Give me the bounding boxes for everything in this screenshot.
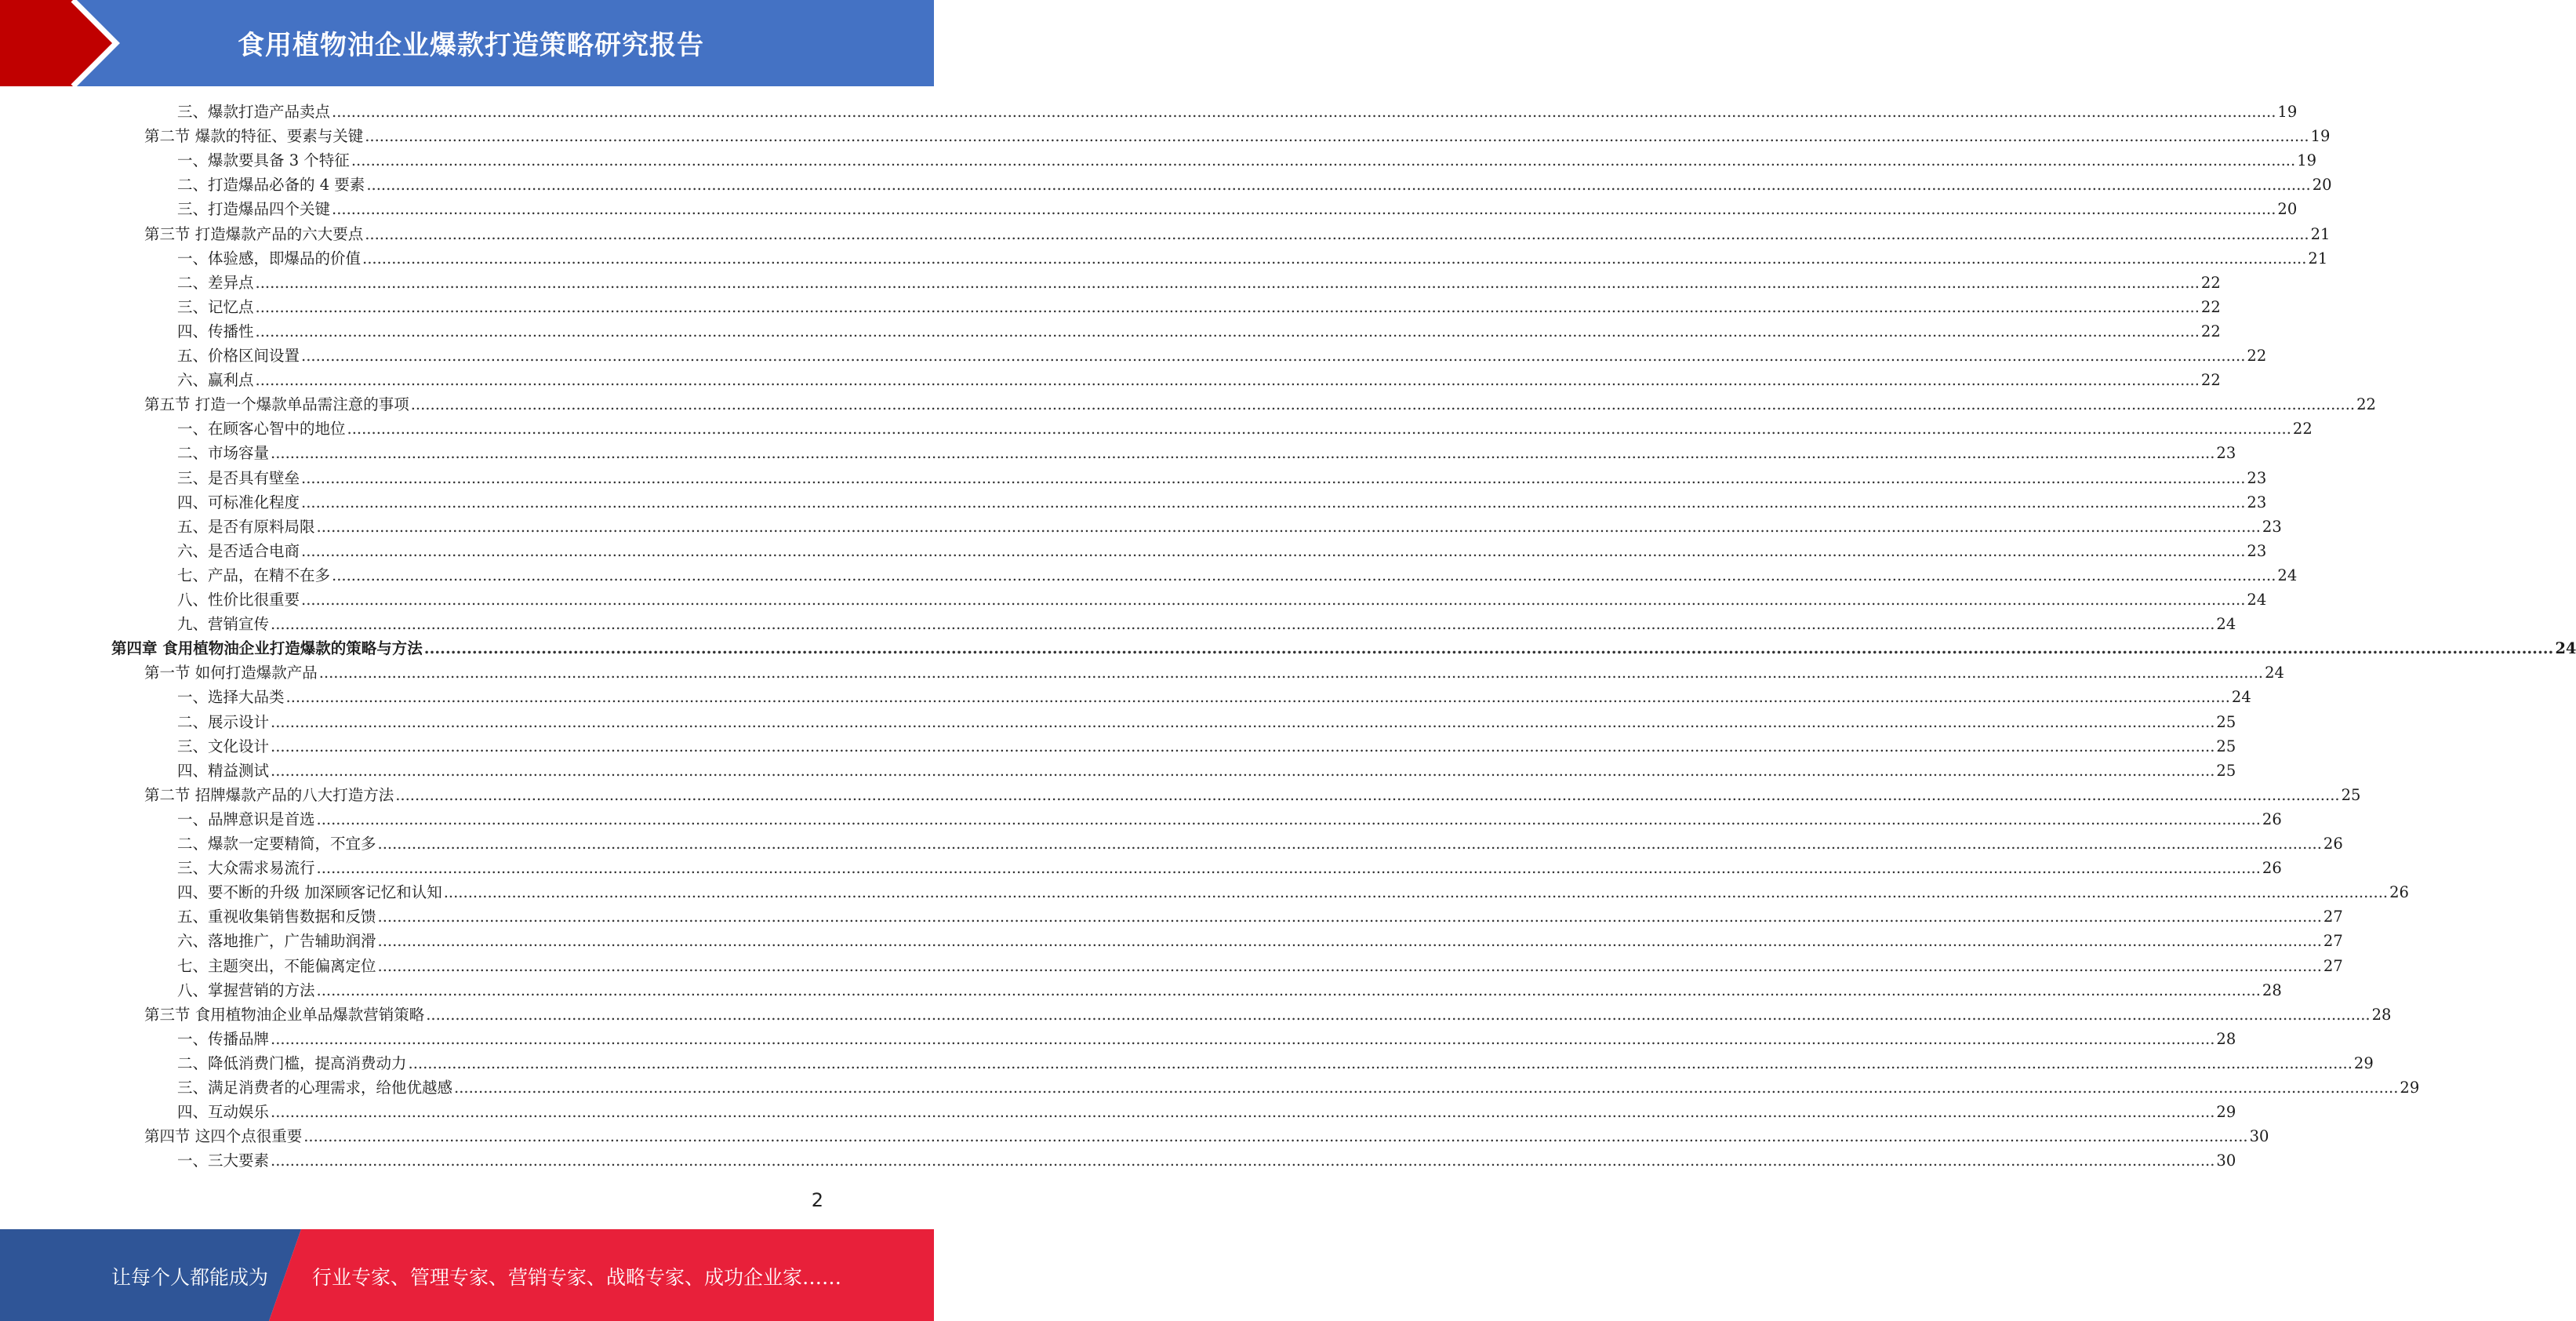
- toc-entry-page: 26: [2323, 835, 2343, 853]
- toc-dot-leader: ................................................................................................................................................................................................................................................................................................................................................................................................................: [454, 1079, 2399, 1097]
- toc-entry-label: 五、价格区间设置: [177, 347, 300, 365]
- toc-entry-label: 九、营销宣传: [177, 615, 270, 634]
- toc-dot-leader: ................................................................................................................................................................................................................................................................................................................................................................................................................: [347, 420, 2291, 439]
- toc-entry-label: 二、展示设计: [177, 712, 270, 731]
- toc-entry-label: 第二节 爆款的特征、要素与关键: [144, 127, 364, 146]
- toc-dot-leader: ................................................................................................................................................................................................................................................................................................................................................................................................................: [255, 297, 2200, 316]
- toc-entry-page: 27: [2323, 908, 2343, 926]
- toc-entry-page: 30: [2249, 1127, 2269, 1146]
- toc-entry-page: 22: [2200, 297, 2221, 316]
- toc-entry-label: 二、降低消费门槛，提高消费动力: [177, 1054, 407, 1072]
- toc-item-entry[interactable]: [177, 978, 2282, 1003]
- toc-entry-page: 24: [2216, 615, 2236, 634]
- toc-entry-label: 二、差异点: [177, 273, 254, 292]
- toc-entry-label: 第三节 食用植物油企业单品爆款营销策略: [144, 1005, 425, 1024]
- toc-dot-leader: ................................................................................................................................................................................................................................................................................................................................................................................................................: [255, 322, 2200, 340]
- toc-dot-leader: ................................................................................................................................................................................................................................................................................................................................................................................................................: [301, 591, 2246, 609]
- toc-entry-label: 第四节 这四个点很重要: [144, 1127, 303, 1146]
- toc-dot-leader: ................................................................................................................................................................................................................................................................................................................................................................................................................: [271, 1103, 2215, 1122]
- toc-entry-label: 八、性价比很重要: [177, 591, 300, 609]
- toc-dot-leader: ................................................................................................................................................................................................................................................................................................................................................................................................................: [271, 737, 2215, 755]
- toc-entry-label: 一、三大要素: [177, 1152, 270, 1170]
- toc-entry-page: 25: [2216, 712, 2236, 731]
- toc-entry-label: 三、满足消费者的心理需求，给他优越感: [177, 1079, 453, 1097]
- toc-dot-leader: ................................................................................................................................................................................................................................................................................................................................................................................................................: [255, 371, 2200, 390]
- toc-item-entry[interactable]: [177, 417, 2313, 441]
- toc-entry-label: 二、爆款一定要精简，不宜多: [177, 835, 376, 853]
- toc-entry-label: 三、大众需求易流行: [177, 859, 315, 878]
- toc-item-entry[interactable]: [177, 807, 2282, 832]
- toc-entry-page: 21: [2310, 224, 2331, 243]
- toc-item-entry[interactable]: [177, 344, 2267, 368]
- toc-entry-page: 23: [2216, 444, 2236, 463]
- toc-item-entry[interactable]: [177, 832, 2343, 856]
- toc-dot-leader: ................................................................................................................................................................................................................................................................................................................................................................................................................: [301, 468, 2246, 487]
- toc-entry-page: 24: [2247, 591, 2267, 609]
- toc-item-entry[interactable]: [177, 1027, 2236, 1051]
- toc-entry-label: 七、产品，在精不在多: [177, 566, 331, 584]
- toc-entry-label: 三、记忆点: [177, 297, 254, 316]
- toc-entry-page: 22: [2356, 395, 2376, 414]
- toc-item-entry[interactable]: [177, 539, 2267, 563]
- toc-entry-label: 一、品牌意识是首选: [177, 810, 315, 828]
- toc-dot-leader: ................................................................................................................................................................................................................................................................................................................................................................................................................: [271, 1152, 2215, 1170]
- toc-entry-page: 20: [2277, 200, 2298, 219]
- toc-entry-page: 23: [2247, 468, 2267, 487]
- toc-entry-label: 一、选择大品类: [177, 688, 285, 707]
- toc-dot-leader: ................................................................................................................................................................................................................................................................................................................................................................................................................: [365, 224, 2309, 243]
- toc-entry-page: 23: [2262, 517, 2282, 536]
- toc-entry-page: 29: [2353, 1054, 2374, 1072]
- toc-entry-page: 22: [2247, 347, 2267, 365]
- toc-dot-leader: ................................................................................................................................................................................................................................................................................................................................................................................................................: [377, 908, 2322, 926]
- toc-entry-label: 二、市场容量: [177, 444, 270, 463]
- toc-entry-label: 一、在顾客心智中的地位: [177, 420, 346, 439]
- toc-entry-page: 19: [2277, 103, 2298, 121]
- toc-entry-label: 四、可标准化程度: [177, 493, 300, 511]
- toc-entry-page: 25: [2341, 785, 2361, 804]
- toc-dot-leader: ................................................................................................................................................................................................................................................................................................................................................................................................................: [377, 932, 2322, 951]
- toc-item-entry[interactable]: [177, 710, 2236, 734]
- toc-entry-page: 24: [2231, 688, 2251, 707]
- toc-entry-page: 27: [2323, 956, 2343, 975]
- toc-entry-page: 28: [2216, 1029, 2236, 1048]
- toc-item-entry[interactable]: [177, 588, 2267, 612]
- toc-dot-leader: ................................................................................................................................................................................................................................................................................................................................................................................................................: [271, 615, 2215, 634]
- toc-dot-leader: ................................................................................................................................................................................................................................................................................................................................................................................................................: [443, 883, 2389, 902]
- toc-item-entry[interactable]: [177, 1051, 2374, 1075]
- toc-entry-page: 22: [2200, 322, 2221, 340]
- toc-entry-label: 第二节 招牌爆款产品的八大打造方法: [144, 785, 394, 804]
- toc-entry-label: 三、是否具有壁垒: [177, 468, 300, 487]
- toc-dot-leader: ................................................................................................................................................................................................................................................................................................................................................................................................................: [316, 859, 2261, 878]
- toc-entry-page: 28: [2371, 1005, 2392, 1024]
- toc-dot-leader: ................................................................................................................................................................................................................................................................................................................................................................................................................: [377, 835, 2322, 853]
- toc-item-entry[interactable]: [177, 1100, 2236, 1124]
- footer-slogan-right: 行业专家、管理专家、营销专家、战略专家、成功企业家……: [312, 1266, 842, 1289]
- toc-entry-label: 五、是否有原料局限: [177, 517, 315, 536]
- toc-item-entry[interactable]: [177, 148, 2317, 173]
- toc-dot-leader: ................................................................................................................................................................................................................................................................................................................................................................................................................: [332, 200, 2276, 219]
- toc-dot-leader: ................................................................................................................................................................................................................................................................................................................................................................................................................: [316, 981, 2261, 999]
- toc-item-entry[interactable]: [177, 295, 2221, 319]
- toc-section-entry[interactable]: [144, 1003, 2392, 1027]
- toc-dot-leader: ................................................................................................................................................................................................................................................................................................................................................................................................................: [271, 712, 2215, 731]
- toc-dot-leader: ................................................................................................................................................................................................................................................................................................................................................................................................................: [332, 103, 2276, 121]
- toc-dot-leader: ................................................................................................................................................................................................................................................................................................................................................................................................................: [301, 541, 2246, 560]
- toc-entry-label: 第五节 打造一个爆款单品需注意的事项: [144, 395, 409, 414]
- toc-entry-page: 24: [2555, 639, 2576, 658]
- toc-dot-leader: ................................................................................................................................................................................................................................................................................................................................................................................................................: [271, 761, 2215, 780]
- toc-item-entry[interactable]: [177, 612, 2236, 636]
- toc-dot-leader: ................................................................................................................................................................................................................................................................................................................................................................................................................: [271, 1029, 2215, 1048]
- toc-dot-leader: ................................................................................................................................................................................................................................................................................................................................................................................................................: [318, 664, 2264, 682]
- toc-entry-page: 29: [2400, 1079, 2420, 1097]
- toc-entry-page: 23: [2247, 541, 2267, 560]
- toc-dot-leader: ................................................................................................................................................................................................................................................................................................................................................................................................................: [351, 151, 2296, 170]
- toc-item-entry[interactable]: [177, 563, 2298, 588]
- toc-entry-page: 26: [2262, 859, 2282, 878]
- toc-entry-label: 四、互动娱乐: [177, 1103, 270, 1122]
- toc-entry-page: 25: [2216, 761, 2236, 780]
- toc-item-entry[interactable]: [177, 441, 2236, 465]
- toc-entry-page: 25: [2216, 737, 2236, 755]
- toc-item-entry[interactable]: [177, 515, 2282, 539]
- toc-dot-leader: ................................................................................................................................................................................................................................................................................................................................................................................................................: [408, 1054, 2353, 1072]
- toc-dot-leader: ................................................................................................................................................................................................................................................................................................................................................................................................................: [377, 956, 2322, 975]
- toc-section-entry[interactable]: [144, 783, 2361, 807]
- toc-item-entry[interactable]: [177, 954, 2343, 978]
- page-number: 2: [811, 1189, 823, 1211]
- toc-dot-leader: ................................................................................................................................................................................................................................................................................................................................................................................................................: [303, 1127, 2248, 1146]
- toc-item-entry[interactable]: [177, 197, 2298, 221]
- toc-entry-label: 七、主题突出，不能偏离定位: [177, 956, 376, 975]
- toc-entry-label: 第一节 如何打造爆款产品: [144, 664, 318, 682]
- toc-entry-page: 30: [2216, 1152, 2236, 1170]
- toc-dot-leader: ................................................................................................................................................................................................................................................................................................................................................................................................................: [423, 639, 2554, 658]
- toc-entry-page: 24: [2277, 566, 2298, 584]
- header-band: [0, 0, 934, 86]
- toc-section-entry[interactable]: [144, 660, 2284, 685]
- toc-entry-page: 28: [2262, 981, 2282, 999]
- toc-section-entry[interactable]: [144, 1124, 2269, 1148]
- toc-dot-leader: ................................................................................................................................................................................................................................................................................................................................................................................................................: [301, 347, 2246, 365]
- toc-entry-label: 八、掌握营销的方法: [177, 981, 315, 999]
- toc-item-entry[interactable]: [177, 759, 2236, 783]
- toc-entry-page: 22: [2200, 273, 2221, 292]
- toc-dot-leader: ................................................................................................................................................................................................................................................................................................................................................................................................................: [365, 127, 2309, 146]
- toc-dot-leader: ................................................................................................................................................................................................................................................................................................................................................................................................................: [362, 249, 2307, 267]
- toc-item-entry[interactable]: [177, 1148, 2236, 1173]
- toc-entry-label: 一、爆款要具备 3 个特征: [177, 151, 350, 170]
- toc-dot-leader: ................................................................................................................................................................................................................................................................................................................................................................................................................: [410, 395, 2356, 414]
- toc-entry-label: 六、落地推广，广告辅助润滑: [177, 932, 376, 951]
- toc-section-entry[interactable]: [144, 124, 2331, 148]
- toc-entry-label: 三、文化设计: [177, 737, 270, 755]
- toc-entry-page: 21: [2308, 249, 2328, 267]
- toc-item-entry[interactable]: [177, 319, 2221, 344]
- toc-item-entry[interactable]: [177, 173, 2332, 197]
- toc-entry-page: 24: [2265, 664, 2284, 682]
- toc-dot-leader: ................................................................................................................................................................................................................................................................................................................................................................................................................: [332, 566, 2276, 584]
- toc-entry-label: 三、打造爆品四个关键: [177, 200, 331, 219]
- toc-entry-page: 20: [2312, 176, 2332, 195]
- toc-item-entry[interactable]: [177, 100, 2298, 124]
- toc-entry-label: 第三节 打造爆款产品的六大要点: [144, 224, 364, 243]
- toc-entry-label: 一、传播品牌: [177, 1029, 270, 1048]
- toc-section-entry[interactable]: [144, 222, 2331, 246]
- document-title: 食用植物油企业爆款打造策略研究报告: [238, 30, 704, 61]
- toc-entry-page: 22: [2200, 371, 2221, 390]
- toc-dot-leader: ................................................................................................................................................................................................................................................................................................................................................................................................................: [316, 810, 2261, 828]
- toc-entry-label: 三、爆款打造产品卖点: [177, 103, 331, 121]
- toc-item-entry[interactable]: [177, 246, 2328, 271]
- toc-entry-page: 29: [2216, 1103, 2236, 1122]
- toc-dot-leader: ................................................................................................................................................................................................................................................................................................................................................................................................................: [316, 517, 2261, 536]
- toc-item-entry[interactable]: [177, 734, 2236, 759]
- toc-entry-page: 22: [2292, 420, 2313, 439]
- toc-item-entry[interactable]: [177, 685, 2251, 709]
- toc-dot-leader: ................................................................................................................................................................................................................................................................................................................................................................................................................: [255, 273, 2200, 292]
- toc-entry-label: 一、体验感，即爆品的价值: [177, 249, 362, 267]
- toc-entry-label: 四、精益测试: [177, 761, 270, 780]
- toc-item-entry[interactable]: [177, 466, 2267, 490]
- toc-entry-page: 26: [2262, 810, 2282, 828]
- toc-entry-page: 26: [2389, 883, 2409, 902]
- toc-dot-leader: ................................................................................................................................................................................................................................................................................................................................................................................................................: [395, 785, 2340, 804]
- toc-dot-leader: ................................................................................................................................................................................................................................................................................................................................................................................................................: [271, 444, 2215, 463]
- toc-entry-label: 二、打造爆品必备的 4 要素: [177, 176, 365, 195]
- toc-dot-leader: ................................................................................................................................................................................................................................................................................................................................................................................................................: [366, 176, 2311, 195]
- toc-entry-label: 五、重视收集销售数据和反馈: [177, 908, 376, 926]
- toc-entry-page: 19: [2297, 151, 2317, 170]
- toc-entry-label: 四、要不断的升级 加深顾客记忆和认知: [177, 883, 442, 902]
- toc-item-entry[interactable]: [177, 1075, 2420, 1100]
- toc-entry-label: 六、赢利点: [177, 371, 254, 390]
- toc-item-entry[interactable]: [177, 490, 2267, 515]
- toc-item-entry[interactable]: [177, 929, 2343, 953]
- toc-entry-page: 23: [2247, 493, 2267, 511]
- toc-item-entry[interactable]: [177, 880, 2409, 904]
- toc-entry-label: 第四章 食用植物油企业打造爆款的策略与方法: [111, 639, 423, 658]
- footer-band: [0, 1229, 934, 1321]
- toc-entry-page: 19: [2310, 127, 2331, 146]
- toc-item-entry[interactable]: [177, 904, 2343, 929]
- toc-entry-label: 四、传播性: [177, 322, 254, 340]
- toc-item-entry[interactable]: [177, 271, 2221, 295]
- toc-item-entry[interactable]: [177, 368, 2221, 392]
- toc-entry-page: 27: [2323, 932, 2343, 951]
- toc-section-entry[interactable]: [144, 392, 2376, 417]
- toc-dot-leader: ................................................................................................................................................................................................................................................................................................................................................................................................................: [426, 1005, 2371, 1024]
- toc-chapter-entry[interactable]: [111, 636, 2576, 660]
- toc-dot-leader: ................................................................................................................................................................................................................................................................................................................................................................................................................: [301, 493, 2246, 511]
- toc-dot-leader: ................................................................................................................................................................................................................................................................................................................................................................................................................: [285, 688, 2230, 707]
- toc-entry-label: 六、是否适合电商: [177, 541, 300, 560]
- toc-item-entry[interactable]: [177, 856, 2282, 880]
- footer-slogan-left: 让每个人都能成为: [111, 1266, 269, 1289]
